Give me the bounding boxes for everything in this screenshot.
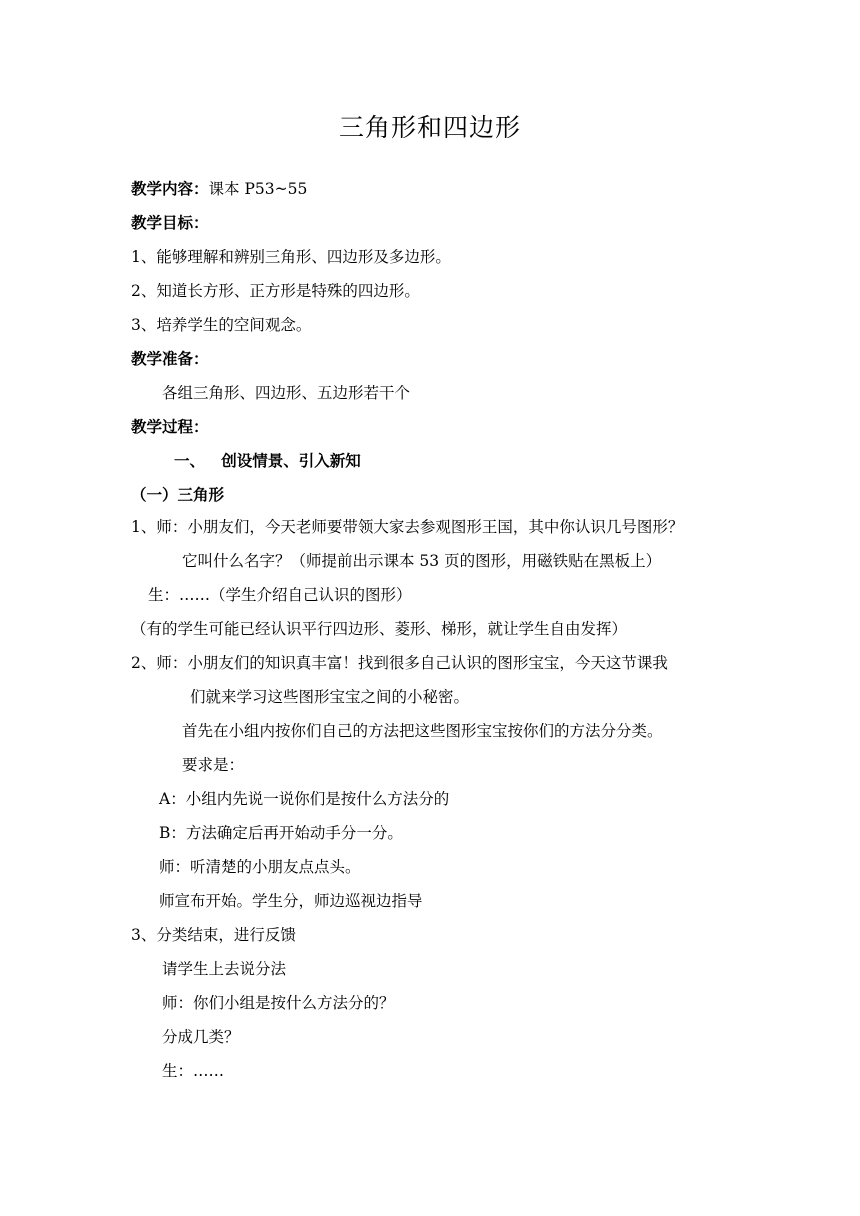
body-line: 要求是： xyxy=(182,756,245,774)
goal-item: 1、能够理解和辨别三角形、四边形及多边形。 xyxy=(131,248,451,266)
body-line: 师：听清楚的小朋友点点头。 xyxy=(159,858,361,876)
body-line: A：小组内先说一说你们是按什么方法分的 xyxy=(159,790,450,808)
body-line: 首先在小组内按你们自己的方法把这些图形宝宝按你们的方法分分类。 xyxy=(182,722,663,740)
content-label: 教学内容： xyxy=(131,180,209,198)
prep-text: 各组三角形、四边形、五边形若干个 xyxy=(162,384,411,402)
section-heading: 一、 创设情景、引入新知 xyxy=(174,452,361,470)
body-line: 们就来学习这些图形宝宝之间的小秘密。 xyxy=(190,688,470,706)
subsection-heading: （一）三角形 xyxy=(131,486,225,504)
content-line xyxy=(131,178,307,200)
body-line: 1、师：小朋友们，今天老师要带领大家去参观图形王国，其中你认识几号图形？ xyxy=(131,518,684,536)
body-line: 生：……（学生介绍自己认识的图形） xyxy=(148,586,412,604)
body-line: 请学生上去说分法 xyxy=(162,960,287,978)
document-title: 三角形和四边形 xyxy=(338,113,521,142)
goals-heading: 教学目标： xyxy=(131,214,209,232)
body-line: 师宣布开始。学生分，师边巡视边指导 xyxy=(159,892,423,910)
goal-item: 3、培养学生的空间观念。 xyxy=(131,316,312,334)
body-line: B：方法确定后再开始动手分一分。 xyxy=(159,824,403,842)
body-line: 分成几类？ xyxy=(162,1028,240,1046)
prep-heading: 教学准备： xyxy=(131,350,209,368)
body-line: 它叫什么名字？（师提前出示课本 53 页的图形，用磁铁贴在黑板上） xyxy=(182,552,662,570)
process-heading: 教学过程： xyxy=(131,418,209,436)
goal-item: 2、知道长方形、正方形是特殊的四边形。 xyxy=(131,282,420,300)
body-line: 师：你们小组是按什么方法分的？ xyxy=(162,994,395,1012)
body-line: 生：…… xyxy=(162,1062,225,1080)
body-line: 3、分类结束，进行反馈 xyxy=(131,926,296,944)
body-line: （有的学生可能已经认识平行四边形、菱形、梯形，就让学生自由发挥） xyxy=(131,620,628,638)
body-line: 2、师：小朋友们的知识真丰富！找到很多自己认识的图形宝宝，今天这节课我 xyxy=(131,654,668,672)
content-value: 课本 P53~55 xyxy=(208,180,308,198)
